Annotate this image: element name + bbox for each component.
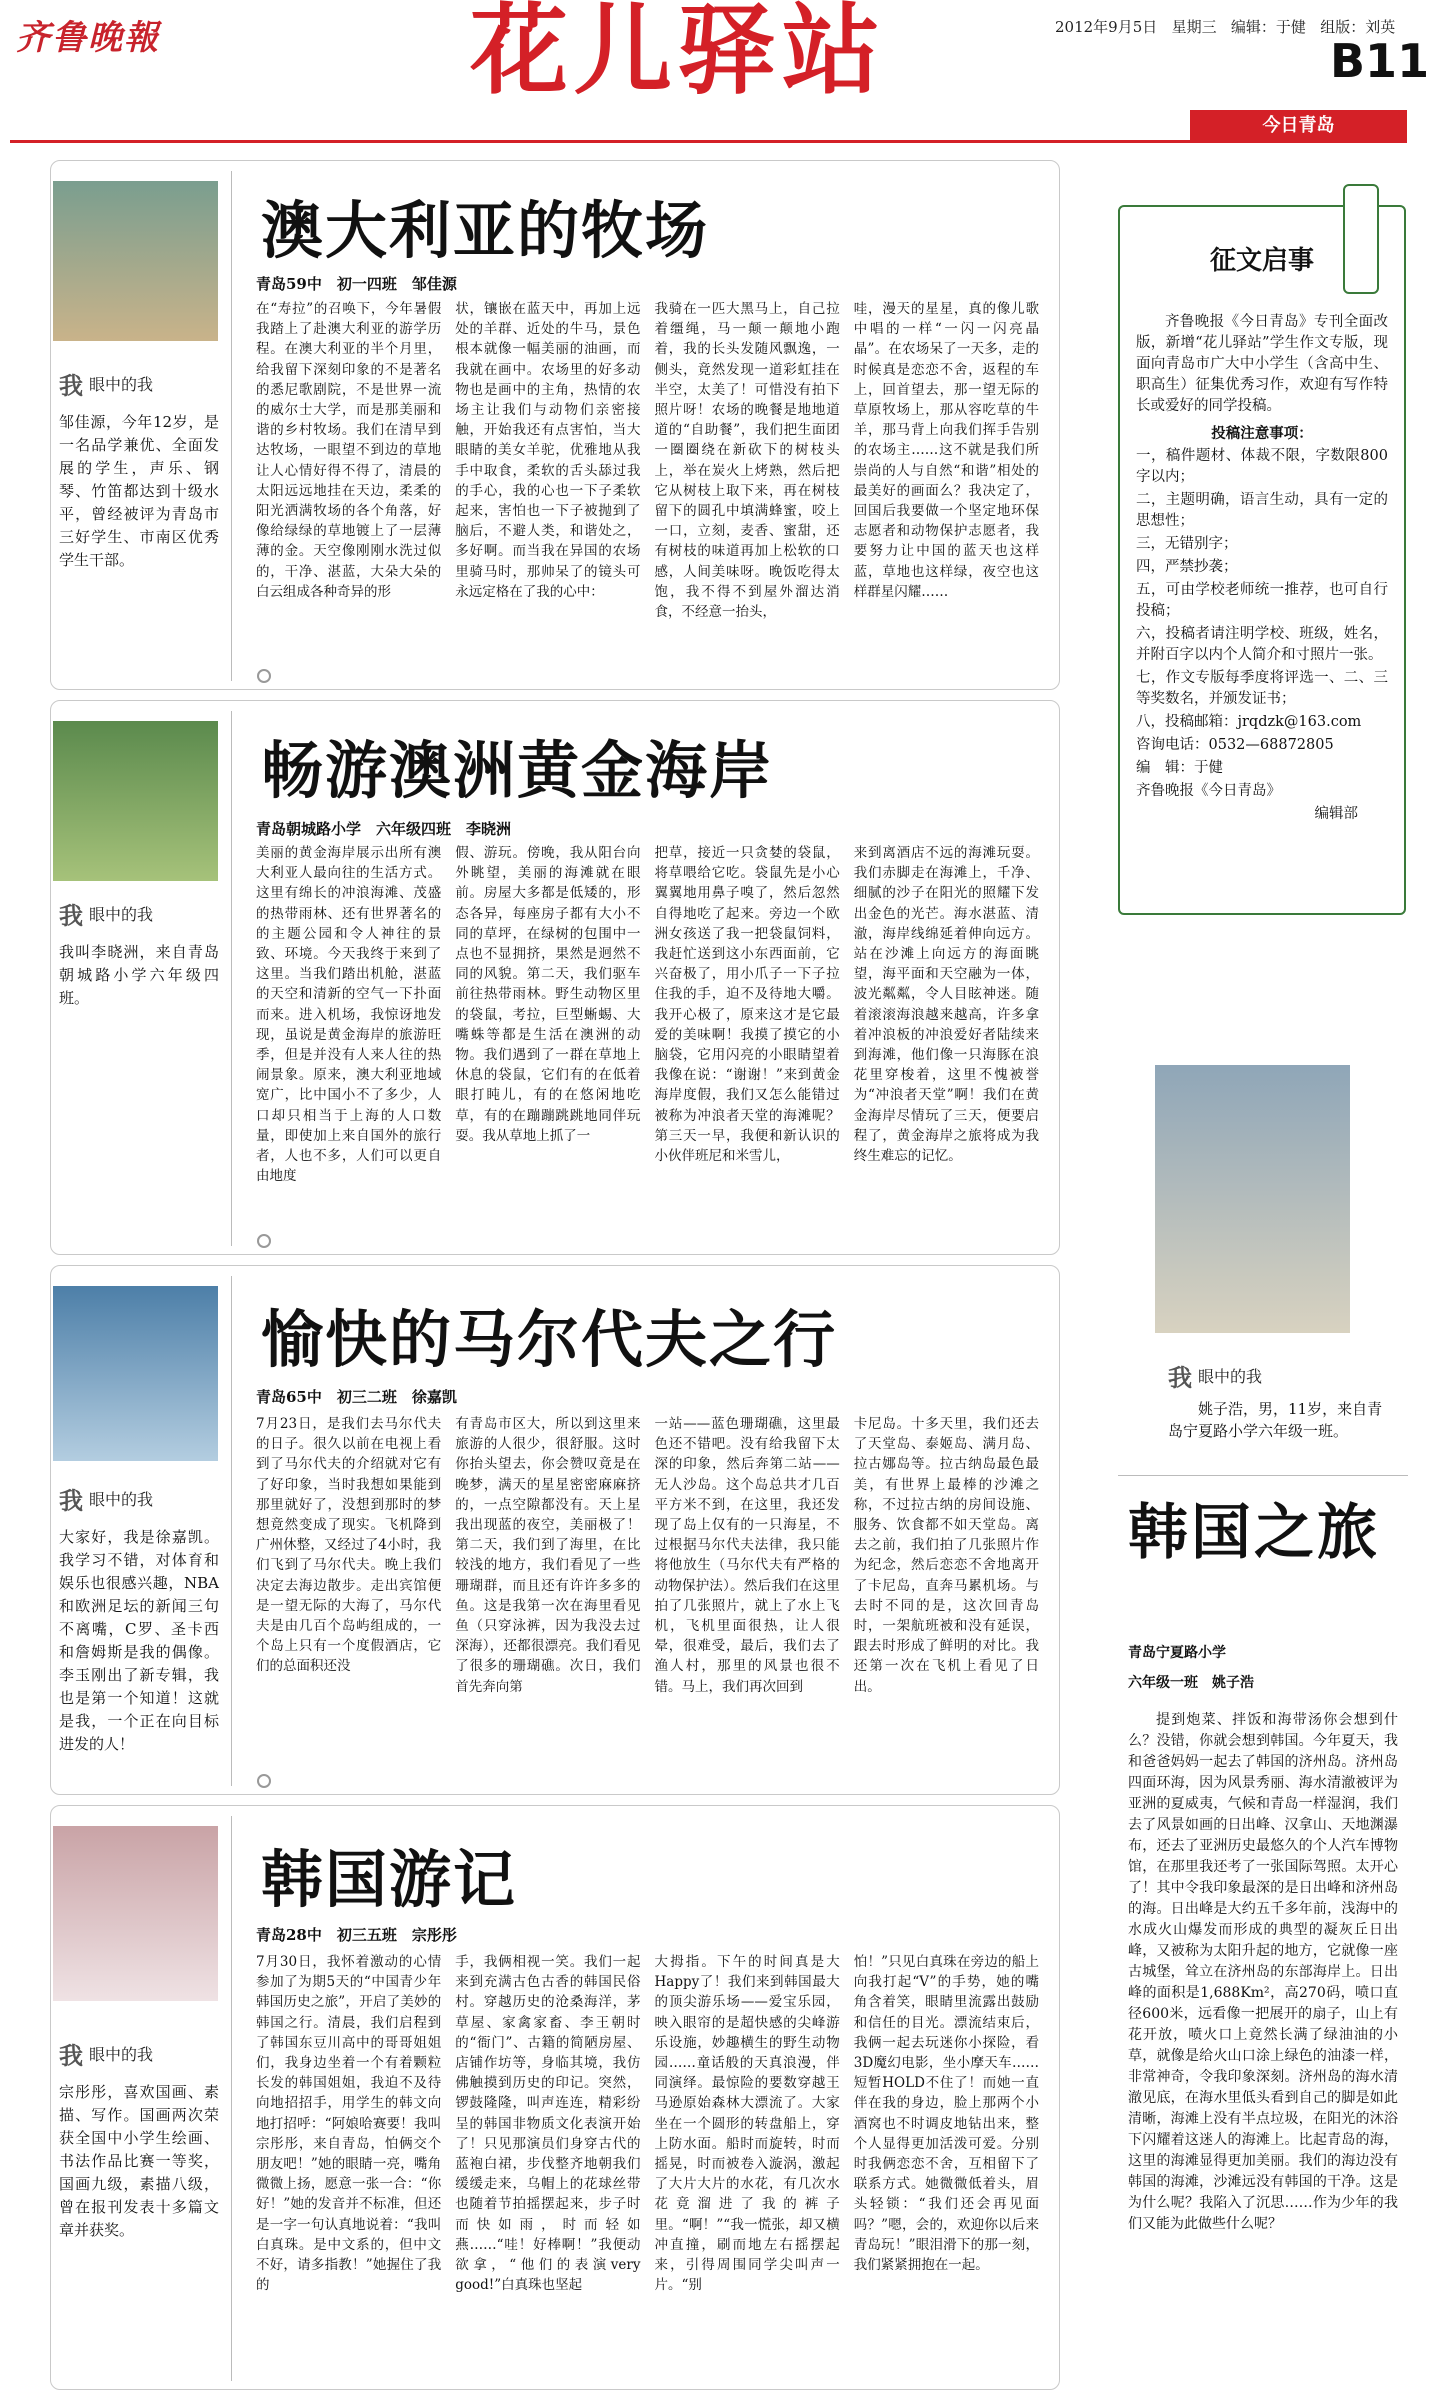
article-column: 在“寿拉”的召唤下，今年暑假我踏上了赴澳大利亚的游学历程。在澳大利亚的半个月里，给我留下深刻印象的不是著名的悉尼歌剧院，不是世界一流的威尔士大学，而是那美丽和谐的乡村牧场。我们在清早到达牧场，一眼望不到边的草地让人心情好得不得了，清晨的太阳远远地挂在天边，柔柔的阳光洒满牧场的各个角落，好像给绿绿的草地镀上了一层薄薄的金。天空像刚刚水洗过似的，干净、湛蓝，大朵大朵的白云组成各种奇异的形 bbox=[256, 301, 442, 600]
article-column: 把草，接近一只贪婪的袋鼠，将草喂给它吃。袋鼠先是小心翼翼地用鼻子嗅了，然后忽然自得地吃了起来。旁边一个欧洲女孩送了我一把袋鼠饲料，我赶忙送到这小东西面前，它兴奋极了，用小爪子一下子拉住我的手，迫不及待地大嚼。我开心极了，原来这才是它最爱的美味啊！我摸了摸它的小脑袋，它用闪亮的小眼睛望着我像在说：“谢谢！”来到黄金海岸度假，我们又怎么能错过被称为冲浪者天堂的海滩呢？第三天一早，我便和新认识的小伙伴班尼和米雪儿， bbox=[654, 845, 840, 1165]
notice-rule: 一，稿件题材、体裁不限，字数限800字以内； bbox=[1136, 448, 1388, 485]
article-block bbox=[50, 160, 1060, 690]
author-bio: 我叫李晓洲，来自青岛朝城路小学六年级四班。 bbox=[59, 943, 219, 1007]
ring-icon bbox=[257, 669, 271, 683]
author-sidebar bbox=[59, 896, 219, 1010]
article-column: 美丽的黄金海岸展示出所有澳大利亚人最向往的生活方式。这里有绵长的冲浪海滩、茂盛的热带雨林、还有世界著名的的主题公园和令人神往的景致、环境。今天我终于来到了这里。当我们踏出机舱，湛蓝的天空和清新的空气一下扑面而来。进入机场，我惊讶地发现，虽说是黄金海岸的旅游旺季，但是并没有人来人往的热闹景象。原来，澳大利亚地域宽广，比中国小不了多少，人口却只相当于上海的人口数量，即使加上来自国外的旅行者，人也不多，人们可以更自由地度 bbox=[256, 845, 442, 1185]
editor: 编辑：于健 bbox=[1230, 18, 1306, 36]
author-sidebar bbox=[59, 2036, 219, 2242]
divider bbox=[231, 711, 232, 1246]
eye-label: 我 bbox=[59, 2041, 83, 2070]
author-photo bbox=[1155, 1065, 1350, 1333]
article-title: 愉快的马尔代夫之行 bbox=[261, 1303, 838, 1376]
article-column: 有青岛市区大，所以到这里来旅游的人很少，很舒服。这时你抬头望去，你会赞叹竟是在晚梦，满天的星星密密麻麻挤的，一点空隙都没有。天上星我出现蓝的夜空，美丽极了！第二天，我们到了海里，在比较浅的地方，我们看见了一些珊瑚群，而且还有许许多多的鱼。这是我第一次在海里看见鱼（只穿泳裤，因为我没去过深海），还都很漂亮。我们看见了很多的珊瑚礁。次日，我们首先奔向第 bbox=[455, 1416, 641, 1695]
notice-rule: 四，严禁抄袭； bbox=[1136, 559, 1238, 575]
notice-email: 八，投稿邮箱：jrqdzk@163.com bbox=[1136, 714, 1362, 730]
article-block bbox=[50, 700, 1060, 1255]
notice-rules-head: 投稿注意事项： bbox=[1211, 425, 1313, 442]
article-column: 卡尼岛。十多天里，我们还去了天堂岛、泰姬岛、满月岛、拉古娜岛等。拉古纳岛最色最美，有世界上最棒的沙滩之称，不过拉古纳的房间设施、服务、饮食都不如天堂岛。离去之前，我们拍了几张照片作为纪念，然后恋恋不舍地离开了卡尼岛，直奔马累机场。与去时不同的是，这次回青岛时，一架航班被和没有延误，跟去时形成了鲜明的对比。我还第一次在飞机上看见了日出。 bbox=[853, 1416, 1039, 1695]
call-for-papers-box bbox=[1118, 205, 1406, 915]
article-author: 青岛59中 初一四班 邹佳源 bbox=[256, 275, 457, 293]
divider bbox=[1118, 1475, 1408, 1476]
notice-rule: 七，作文专版每季度将评选一、二、三等奖数名，并颁发证书； bbox=[1136, 670, 1388, 707]
author-photo bbox=[53, 181, 218, 341]
notice-tab-decoration bbox=[1343, 184, 1379, 294]
ring-icon bbox=[257, 1774, 271, 1788]
article-column: 来到离酒店不远的海滩玩耍。我们赤脚走在海滩上，千净、细腻的沙子在阳光的照耀下发出金色的光芒。海水湛蓝、清澈，海岸线绵延着伸向远方。站在沙滩上向远方的海面眺望，海平面和天空融为一体，波光粼粼，令人目眩神迷。随着滚滚海浪越来越高，许多拿着冲浪板的冲浪爱好者陆续来到海滩，他们像一只海豚在浪花里穿梭着，这里不愧被誉为“冲浪者天堂”啊！我们在黄金海岸尽情玩了三天，便要启程了，黄金海岸之旅将成为我终生难忘的记忆。 bbox=[853, 845, 1039, 1165]
article-block bbox=[50, 1805, 1060, 2390]
author-bio: 姚子浩，男，11岁，来自青岛宁夏路小学六年级一班。 bbox=[1168, 1400, 1383, 1440]
eye-sub: 眼中的我 bbox=[89, 905, 154, 924]
eye-sub: 眼中的我 bbox=[1198, 1367, 1263, 1386]
author-bio: 大家好，我是徐嘉凯。我学习不错，对体育和娱乐也很感兴趣，NBA和欧洲足坛的新闻三句不离嘴，C罗、圣卡西和詹姆斯是我的偶像。李玉刚出了新专辑，我也是第一个知道！这就是我，一个正在向目标进发的人！ bbox=[59, 1528, 219, 1753]
article-column: 7月30日，我怀着激动的心情参加了为期5天的“中国青少年韩国历史之旅”，开启了美妙的韩国之行。清晨，我们启程到了韩国东豆川高中的哥哥姐姐们，我身边坐着一个有着颗粒长发的韩国姐姐，我迫不及待向地招招手，用学生的韩文向地打招呼：“阿娘哈赛要！我叫宗彤彤，来自青岛，怕俩交个朋友吧！”她的眼睛一亮，嘴角微微上扬，愿意一张一合：“你好！”她的发音并不标准，但还是一字一句认真地说着：“我叫白真珠。是中文系的，但中文不好，请多指教！”她握住了我的 bbox=[256, 1954, 442, 2294]
author-sidebar bbox=[1168, 1358, 1262, 1393]
article-column: 哇，漫天的星星，真的像儿歌中唱的一样“一闪一闪亮晶晶”。在农场呆了一天多，走的时候真是恋恋不舍，返程的车上，回首望去，那一望无际的草原牧场上，那从容吃草的牛羊，那马背上向我们挥手告别的农场主……这不就是我们所崇尚的人与自然“和谐”相处的最美好的画面么？我决定了，回国后我要做一个坚定地环保志愿者和动物保护志愿者，我要努力让中国的蓝天也这样蓝，草地也这样绿，夜空也这样群星闪耀…… bbox=[853, 301, 1039, 600]
article-title: 畅游澳洲黄金海岸 bbox=[261, 734, 774, 807]
layout-editor: 组版：刘英 bbox=[1320, 18, 1396, 36]
article-title: 韩国游记 bbox=[261, 1843, 518, 1916]
article-title: 澳大利亚的牧场 bbox=[261, 194, 710, 267]
author-sidebar bbox=[59, 366, 219, 572]
article-body: 提到炮菜、拌饭和海带汤你会想到什么？没错，你就会想到韩国。今年夏天，我和爸爸妈妈一起去了韩国的济州岛。济州岛四面环海，因为风景秀丽、海水清澈被评为亚洲的夏威夷，气候和青岛一样湿润，我们去了风景如画的日出峰、汉拿山、天地渊瀑布，还去了亚洲历史最悠久的个人汽车博物馆，在那里我还考了一张国际驾照。太开心了！其中令我印象最深的是日出峰和济州岛的海。日出峰是大约五千多年前，浅海中的水成火山爆发而形成的典型的凝灰丘日出峰，又被称为太阳升起的地方，它就像一座古城堡，耸立在济州岛的东部海岸上。日出峰的面积是1,688Km²，高270码，喷口直径600米，远看像一把展开的扇子，山上有花开放，喷火口上竟然长满了绿油油的小草，就像是给火山口涂上绿色的油漆一样，非常神奇，令我印象深刻。济州岛的海水清澈见底，在海水里低头看到自己的脚是如此清晰，海滩上没有半点垃圾，在阳光的沐浴下闪耀着这迷人的海滩上。比起青岛的海，这里的海滩显得更加美丽。我们的海边没有韩国的海滩，沙滩远没有韩国的干净。这是为什么呢？我陷入了沉思……作为少年的我们又能为此做些什么呢？ bbox=[1128, 1712, 1398, 2232]
article-body bbox=[256, 1952, 1039, 2371]
eye-sub: 眼中的我 bbox=[89, 2045, 154, 2064]
divider bbox=[231, 171, 232, 681]
article-body bbox=[256, 1414, 1039, 1776]
article-column: 手，我俩相视一笑。我们一起来到充满古色古香的韩国民俗村。穿越历史的沧桑海洋，茅草屋、家禽家畜、李王朝时的“衙门”、古籍的简陋房屋、店铺作坊等，身临其境，我仿佛触摸到历史的印记。突然，锣鼓隆隆，叫声连连，精彩纷呈的韩国非物质文化表演开始了！只见那演员们身穿古代的蓝袍白裙，步伐整齐地朝我们缓缓走来，乌帽上的花球丝带也随着节拍摇摆起来，步子时而快如雨，时而轻如燕……“哇！好棒啊！”我便动欲拿，“他们的表演very good!”白真珠也坚起 bbox=[455, 1954, 641, 2294]
section-tag: 今日青岛 bbox=[1190, 110, 1407, 142]
notice-rule: 二，主题明确，语言生动，具有一定的思想性； bbox=[1136, 492, 1388, 529]
eye-label: 我 bbox=[59, 1486, 83, 1515]
author-photo bbox=[53, 1826, 218, 2001]
article-column: 我骑在一匹大黑马上，自己拉着缰绳，马一颠一颠地小跑着，我的长头发随风飘逸，一侧头，竟然发现一道彩虹挂在半空，太美了！可惜没有拍下照片呀！农场的晚餐是地地道道的“自助餐”，我们把生面团一圈圈绕在新砍下的树枝头上，举在炭火上烤熟，然后把它从树枝上取下来，再在树枝留下的圆孔中填满蜂蜜，咬上一口，立刻，麦香、蜜甜，还有树枝的味道再加上松软的口感，人间美味呀。晚饭吃得太饱，我不得不到屋外溜达消食，不经意一抬头， bbox=[654, 301, 840, 621]
article-column: 一站——蓝色珊瑚礁，这里最色还不错吧。没有给我留下太深的印象，然后奔第二站——无人沙岛。这个岛总共才几百平方米不到，在这里，我还发现了岛上仅有的一只海星，不过根据马尔代夫法律，我只能将他放生（马尔代夫有严格的动物保护法）。然后我们在这里拍了几张照片，就上了水上飞机，飞机里面很热，让人很晕，很难受，最后，我们去了渔人村，那里的风景也很不错。马上，我们再次回到 bbox=[654, 1416, 840, 1695]
notice-org: 齐鲁晚报《今日青岛》 bbox=[1136, 783, 1281, 799]
notice-org-dept: 编辑部 bbox=[1314, 806, 1358, 822]
article-column: 大拇指。下午的时间真是大Happy了！我们来到韩国最大的顶尖游乐场——爱宝乐园，映入眼帘的是超快感的尖峰游乐设施，妙趣横生的野生动物园……童话般的天真浪漫，伴同演绎。最惊险的要数穿越王马逊原始森林大漂流了。大家坐在一个圆形的转盘船上，穿上防水面。船时而旋转，时而摇晃，时而被卷入漩涡，激起了大片大片的水花，有几次水花竟溜进了我的裤子里。“啊！”“我一慌张，却又横冲直撞，刷而地左右摇摆起来，引得周围同学尖叫声一片。“别 bbox=[654, 1954, 840, 2294]
article-column: 状，镶嵌在蓝天中，再加上远处的羊群、近处的牛马，景色根本就像一幅美丽的油画，而我就在画中。农场里的好多动物也是画中的主角，热情的农场主让我们与动物们亲密接触，开始我还有点害怕，当大眼睛的美女羊驼，优雅地从我手中取食，柔软的舌头舔过我的手心，我的心也一下子柔软起来，害怕也一下子被抛到了脑后，不避人类，和谐处之，多好啊。而当我在异国的农场里骑马时，那帅呆了的镜头可永远定格在了我的心中： bbox=[455, 301, 641, 600]
author-bio: 邹佳源，今年12岁，是一名品学兼优、全面发展的学生，声乐、钢琴、竹笛都达到十级水平，曾经被评为青岛市三好学生、市南区优秀学生干部。 bbox=[59, 413, 219, 569]
notice-rule: 六，投稿者请注明学校、班级，姓名，并附百字以内个人简介和寸照片一张。 bbox=[1136, 626, 1388, 663]
header-rule bbox=[10, 140, 1407, 143]
eye-label: 我 bbox=[1168, 1363, 1192, 1392]
author-photo bbox=[53, 721, 218, 881]
weekday: 星期三 bbox=[1171, 18, 1217, 36]
article-author: 青岛朝城路小学 六年级四班 李晓洲 bbox=[256, 820, 512, 838]
eye-label: 我 bbox=[59, 901, 83, 930]
notice-rule: 三，无错别字； bbox=[1136, 536, 1238, 552]
article-author: 青岛28中 初三五班 宗彤彤 bbox=[256, 1926, 457, 1944]
date: 2012年9月5日 bbox=[1055, 18, 1158, 36]
article-author: 青岛65中 初三二班 徐嘉凯 bbox=[256, 1388, 457, 1406]
eye-sub: 眼中的我 bbox=[89, 375, 154, 394]
notice-editor: 编 辑：于健 bbox=[1136, 760, 1223, 776]
page-number: B11 bbox=[1330, 34, 1429, 88]
article-column: 假、游玩。傍晚，我从阳台向外眺望，美丽的海滩就在眼前。房屋大多都是低矮的，形态各异，每座房子都有大小不同的草坪，在绿树的包围中一点也不显拥挤，果然是迥然不同的风貌。第二天，我们驱车前往热带雨林。野生动物区里的袋鼠，考拉，巨型蜥蜴、大嘴蛛等都是生活在澳洲的动物。我们遇到了一群在草地上休息的袋鼠，它们有的在低着眼打盹儿，有的在悠闲地吃草，有的在蹦蹦跳跳地同伴玩耍。我从草地上抓了一 bbox=[455, 845, 641, 1144]
author-photo bbox=[53, 1286, 218, 1461]
article-block bbox=[50, 1265, 1060, 1795]
notice-phone: 咨询电话：0532—68872805 bbox=[1136, 737, 1334, 753]
article-column: 怕！”只见白真珠在旁边的船上向我打起“V”的手势，她的嘴角含着笑，眼睛里流露出鼓励和信任的目光。漂流结束后，我俩一起去玩迷你小探险，看3D魔幻电影，坐小摩天车……短暂HOLD不住了！而她一直伴在我的身边，脸上那两个小酒窝也不时调皮地钻出来，整个人显得更加活泼可爱。分别时我俩恋恋不舍，互相留下了联系方式。她微微低着头，眉头轻锁：“我们还会再见面吗？”嗯，会的，欢迎你以后来青岛玩！”眼泪滑下的那一刻，我们紧紧拥抱在一起。 bbox=[853, 1954, 1039, 2274]
article-column: 7月23日，是我们去马尔代夫的日子。很久以前在电视上看到了马尔代夫的介绍就对它有了好印象，当时我想如果能到那里就好了，没想到那时的梦想竟然变成了现实。飞机降到广州休整，又经过了4小时，我们飞到了马尔代夫。晚上我们决定去海边散步。走出宾馆便是一望无际的大海了，马尔代夫是由几百个岛屿组成的，一个岛上只有一个度假酒店，它们的总面积还没 bbox=[256, 1416, 442, 1675]
author-sidebar bbox=[59, 1481, 219, 1756]
notice-intro: 齐鲁晚报《今日青岛》专刊全面改版，新增“花儿驿站”学生作文专版，现面向青岛市广大中小学生（含高中生、职高生）征集优秀习作，欢迎有写作特长或爱好的同学投稿。 bbox=[1136, 314, 1388, 414]
eye-sub: 眼中的我 bbox=[89, 1490, 154, 1509]
article-title: 韩国之旅 bbox=[1128, 1498, 1380, 1568]
notice-rule: 五，可由学校老师统一推荐，也可自行投稿； bbox=[1136, 582, 1388, 619]
eye-label: 我 bbox=[59, 371, 83, 400]
ring-icon bbox=[257, 1234, 271, 1248]
divider bbox=[231, 1276, 232, 1786]
divider bbox=[231, 1816, 232, 2381]
notice-title: 征文启事 bbox=[1209, 246, 1314, 276]
article-body bbox=[256, 843, 1039, 1236]
article-school: 青岛宁夏路小学 bbox=[1128, 1645, 1226, 1661]
author-bio: 宗彤彤，喜欢国画、素描、写作。国画两次荣获全国中小学生绘画、书法作品比赛一等奖，国画九级，素描八级，曾在报刊发表十多篇文章并获奖。 bbox=[59, 2083, 219, 2239]
newspaper-logo: 齐鲁晚報 bbox=[16, 18, 160, 58]
article-body bbox=[256, 299, 1039, 671]
page-title: 花儿驿站 bbox=[470, 0, 887, 108]
article-author: 六年级一班 姚子浩 bbox=[1128, 1675, 1254, 1691]
